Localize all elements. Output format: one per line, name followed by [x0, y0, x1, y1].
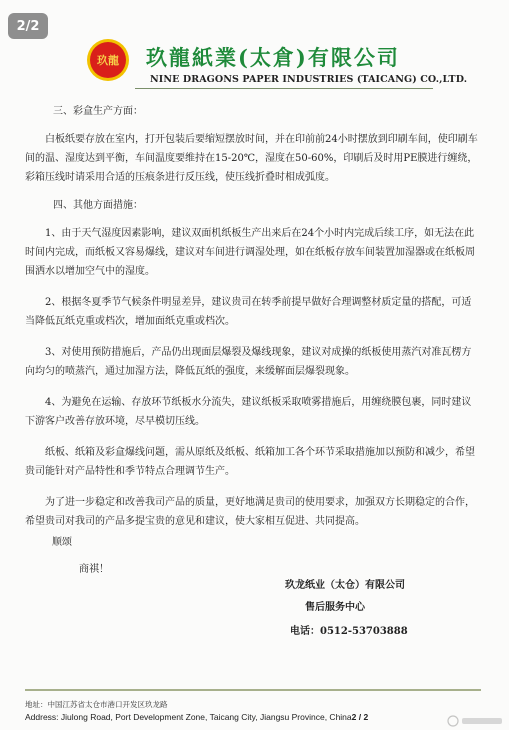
section-3-paragraph: 白板纸要存放在室内，打开包装后要缩短摆放时间，并在印前前24小时摆放到印刷车间，使印刷车间的温、湿度达到平衡，车间温度要维持在15-20℃，湿度在50-60%，印刷后及时用PE膜进行缠绕，彩箱压线时请采用合适的压痕条进行反压线，使压线折叠时相成弧度。 — [25, 134, 478, 183]
header-rule — [135, 88, 433, 89]
footer-address-english-text: Address: Jiulong Road, Port Development Zone, Taicang City, Jiangsu Province, China — [25, 712, 352, 722]
logo-lettering: 玖龍 — [97, 54, 119, 67]
closing-paragraph-1: 纸板、纸箱及彩盒爆线问题，需从原纸及纸板、纸箱加工各个环节采取措施加以预防和减少，希望贵司能针对产品特性和季节特点合理调节生产。 — [25, 447, 475, 477]
measure-item-4: 4、为避免在运输、存放环节纸板水分流失，建议纸板采取喷雾措施后，用缠绕膜包裹，同时建议下游客户改善存放环境，尽早模切压线。 — [25, 397, 472, 427]
footer-rule — [25, 689, 481, 691]
company-name-chinese: 玖龍紙業(太倉)有限公司 — [146, 45, 400, 70]
footer-address-english — [25, 712, 368, 722]
measure-item-1: 1、由于天气湿度因素影响，建议双面机纸板生产出来后在24个小时内完成后续工序，如无法在此时间内完成，而纸板又容易爆线，建议对车间进行调湿处理，如在纸板存放车间装置加湿器或在纸板周围洒水以增加空气中的湿度。 — [25, 228, 475, 277]
signature-block — [285, 576, 485, 641]
greeting-line-1: 顺颂 — [52, 537, 72, 548]
greeting-line-2: 商祺！ — [79, 564, 109, 575]
signature-company: 玖龙纸业（太仓）有限公司 — [285, 580, 405, 591]
signature-department: 售后服务中心 — [305, 602, 365, 613]
page-indicator-badge: 2/2 — [8, 13, 48, 39]
signature-phone: 电话：0512-53703888 — [290, 626, 408, 637]
section-3-heading: 三、彩盒生产方面： — [53, 106, 143, 117]
measure-item-3: 3、对使用预防措施后，产品仍出现面层爆裂及爆线现象，建议对成操的纸板使用蒸汽对准瓦楞方向均匀的喷蒸汽，通过加湿方法，降低瓦纸的强度，来缓解面层爆裂现象。 — [25, 347, 472, 377]
measure-item-2: 2、根据冬夏季节气候条件明显差异，建议贵司在转季前提早做好合理调整材质定量的搭配，可适当降低瓦纸克重或档次，增加面纸克重或档次。 — [25, 297, 472, 327]
footer-address-chinese: 地址：中国江苏省太仓市港口开发区玖龙路 — [25, 700, 168, 709]
closing-paragraph-2: 为了进一步稳定和改善我司产品的质量，更好地满足贵司的使用要求，加强双方长期稳定的合作，希望贵司对我司的产品多提宝贵的意见和建议，使大家相互促进、共同提高。 — [25, 497, 475, 527]
footer-page-number: 2 / 2 — [351, 712, 369, 722]
company-name-english: NINE DRAGONS PAPER INDUSTRIES (TAICANG) CO.,LTD. — [150, 74, 468, 85]
section-4-heading: 四、其他方面措施： — [53, 200, 143, 211]
watermark-icon — [446, 714, 504, 728]
nine-dragons-logo — [86, 38, 130, 82]
letter-body — [25, 102, 481, 579]
